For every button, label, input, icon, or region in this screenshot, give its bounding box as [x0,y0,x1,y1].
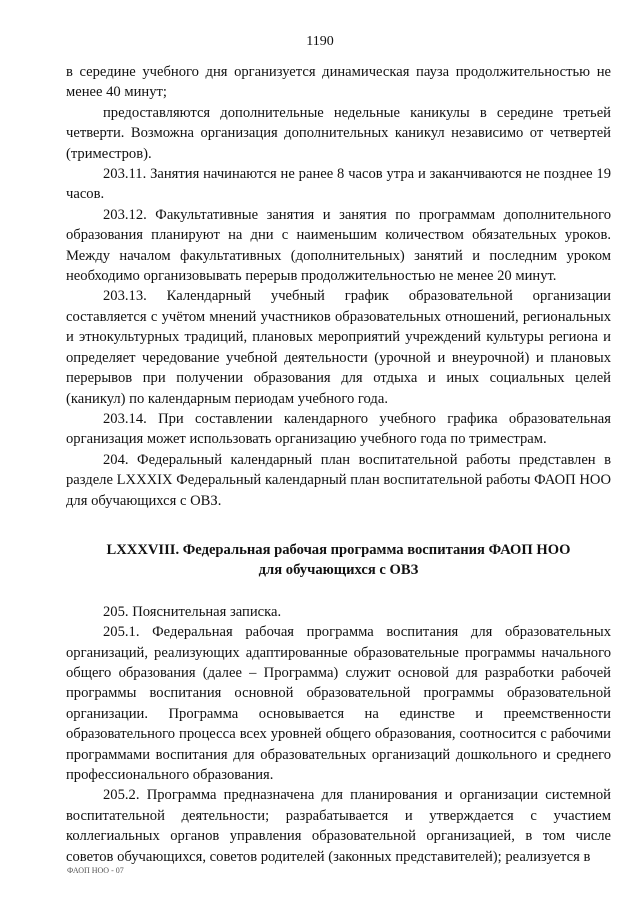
paragraph-205-1: 205.1. Федеральная рабочая программа воспитания для образовательных организаций, реализующих адаптированные образовательные программы начального общего образования (далее – Программа) служит основой для разработки рабочей программы воспитания основной образовательной программы образовательной организации. Программа основывается на единстве и преемственности образовательного процесса всех уровней общего образования, соотносится с рабочими программами воспитания для образовательных организаций дошкольного и среднего профессионального образования. [66,624,611,783]
paragraph-205-2: 205.2. Программа предназначена для планирования и организации системной воспитательной деятельности; разрабатывается и утверждается с участием коллегиальных органов управления образовательной организацией, в том числе советов обучающихся, советов родителей (законных представителей); реализуется в [66,787,611,865]
paragraph-203-11: 203.11. Занятия начинаются не ранее 8 часов утра и заканчиваются не позднее 19 часов. [66,166,611,203]
section-heading [66,540,611,581]
paragraph-203-13: 203.13. Календарный учебный график образовательной организации составляется с учётом мнений участников образовательных отношений, региональных и этнокультурных традиций, плановых мероприятий учреждений культуры региона и определяет чередование учебной деятельности (урочной и внеурочной) и плановых перерывов при получении образования для отдыха и иных социальных целей (каникул) по календарным периодам учебного года. [66,288,611,407]
page-number: 1190 [306,34,334,49]
paragraph-pause: в середине учебного дня организуется динамическая пауза продолжительностью не менее 40 минут; [66,64,611,101]
footer-code: ФАОП НОО - 07 [67,866,124,875]
section-heading-line-2: для обучающихся с ОВЗ [258,562,419,579]
document-body [66,62,611,867]
paragraph-205: 205. Пояснительная записка. [103,603,282,620]
section-heading-line-1: LXXXVIII. Федеральная рабочая программа воспитания ФАОП НОО [106,541,571,558]
paragraph-203-12: 203.12. Факультативные занятия и занятия по программам дополнительного образования планируют на дни с наименьшим количеством обязательных уроков. Между началом факультативных (дополнительных) занятий и последним уроком необходимо организовывать перерыв продолжительностью не менее 20 минут. [66,206,611,285]
paragraph-204: 204. Федеральный календарный план воспитательной работы представлен в разделе LXXXIX Федеральный календарный план воспитательной работы ФАОП НОО для обучающихся с ОВЗ. [66,451,611,509]
paragraph-203-14: 203.14. При составлении календарного учебного графика образовательная организация может использовать организацию учебного года по триместрам. [66,410,611,448]
paragraph-holidays: предоставляются дополнительные недельные каникулы в середине третьей четверти. Возможна организация дополнительных каникул независимо от четвертей (триместров). [66,104,611,162]
